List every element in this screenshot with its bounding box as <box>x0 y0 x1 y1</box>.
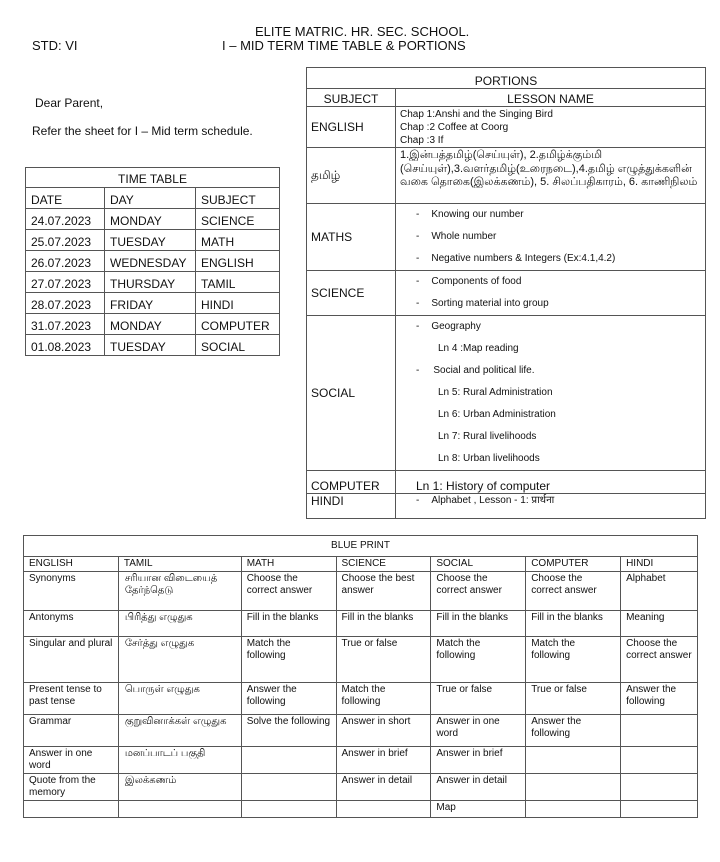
tamil-lessons: 1.இன்பத்தமிழ்(செய்யுள்), 2.தமிழ்க்கும்மி (செய்யுள்),3.வளர்தமிழ்(உரைநடை),4.தமிழ் எழுத்துக்களின் வகை தொகை(இலக்கணம்), 5. சிலப்பதிகாரம், 6. காணிநிலம் <box>396 148 706 204</box>
tt-row <box>26 314 280 335</box>
bp-cell: Singular and plural <box>24 637 119 683</box>
bp-cell: Match the following <box>431 637 526 683</box>
bp-cell <box>336 801 431 818</box>
english-lesson: Chap :2 Coffee at Coorg <box>400 122 509 133</box>
std-label: STD: VI <box>32 38 78 53</box>
bp-cell <box>526 801 621 818</box>
bp-cell: மனப்பாடப் பகுதி <box>118 747 241 774</box>
social-lesson: Social and political life. <box>433 365 535 376</box>
bp-row <box>24 683 698 715</box>
portion-subject-science: SCIENCE <box>307 271 396 316</box>
tt-subject: SOCIAL <box>196 335 280 356</box>
portion-subject-computer: COMPUTER <box>307 471 396 494</box>
bp-cell <box>241 774 336 801</box>
science-item <box>400 271 701 293</box>
bp-cell: Match the following <box>336 683 431 715</box>
social-sublesson: Ln 4 :Map reading <box>438 343 519 354</box>
tt-day: MONDAY <box>105 209 196 230</box>
bp-cell: Answer the following <box>526 715 621 747</box>
bp-col-header: HINDI <box>621 557 698 572</box>
tt-subject: HINDI <box>196 293 280 314</box>
bp-cell: பொருள் எழுதுக <box>118 683 241 715</box>
portion-subject-hindi: HINDI <box>307 494 396 519</box>
tt-date: 25.07.2023 <box>26 230 105 251</box>
bp-col-header: MATH <box>241 557 336 572</box>
bp-col-header: COMPUTER <box>526 557 621 572</box>
english-lesson: Chap 1:Anshi and the Singing Bird <box>400 109 553 120</box>
portion-subject-english: ENGLISH <box>307 107 396 148</box>
portion-subject-maths: MATHS <box>307 204 396 271</box>
social-sublesson: Ln 8: Urban livelihoods <box>438 453 540 464</box>
bullet: - <box>416 495 420 506</box>
school-name: ELITE MATRIC. HR. SEC. SCHOOL. <box>255 24 470 39</box>
tt-date: 01.08.2023 <box>26 335 105 356</box>
bp-cell: Alphabet <box>621 572 698 611</box>
blueprint-caption: BLUE PRINT <box>24 536 698 557</box>
tt-date: 26.07.2023 <box>26 251 105 272</box>
social-lesson: Geography <box>431 321 481 332</box>
bp-col-header: ENGLISH <box>24 557 119 572</box>
bp-cell: Answer in one word <box>24 747 119 774</box>
bp-cell: சரியான விடையைத் தேர்ந்தெடு <box>118 572 241 611</box>
bp-row <box>24 801 698 818</box>
tt-day: TUESDAY <box>105 230 196 251</box>
bp-col-header: TAMIL <box>118 557 241 572</box>
science-lesson: Sorting material into group <box>431 298 549 309</box>
bp-row <box>24 774 698 801</box>
tt-day: WEDNESDAY <box>105 251 196 272</box>
bp-cell <box>621 715 698 747</box>
maths-lesson: Whole number <box>431 231 497 242</box>
bullet: - <box>416 231 420 242</box>
bp-cell <box>241 801 336 818</box>
tt-subject: SCIENCE <box>196 209 280 230</box>
bp-cell: Choose the best answer <box>336 572 431 611</box>
bp-cell: பிரித்து எழுதுக <box>118 611 241 637</box>
social-item <box>400 360 701 382</box>
bp-cell: Antonyms <box>24 611 119 637</box>
bp-cell: Meaning <box>621 611 698 637</box>
bp-cell: Fill in the blanks <box>431 611 526 637</box>
maths-item <box>400 226 701 248</box>
bp-cell: Present tense to past tense <box>24 683 119 715</box>
maths-item <box>400 248 701 270</box>
social-sublesson: Ln 7: Rural livelihoods <box>438 431 537 442</box>
bp-cell: Choose the correct answer <box>526 572 621 611</box>
bullet: - <box>416 298 420 309</box>
bp-cell: Match the following <box>241 637 336 683</box>
bp-col-header: SOCIAL <box>431 557 526 572</box>
hindi-item <box>400 494 701 508</box>
bp-cell: Answer the following <box>621 683 698 715</box>
page-title: I – MID TERM TIME TABLE & PORTIONS <box>222 38 466 53</box>
bp-cell: Map <box>431 801 526 818</box>
bp-cell <box>621 747 698 774</box>
time-table <box>25 167 280 356</box>
portion-subject-tamil: தமிழ் <box>307 148 396 204</box>
portions-caption: PORTIONS <box>307 68 706 89</box>
science-lesson: Components of food <box>431 276 522 287</box>
portions-col-subject: SUBJECT <box>307 89 396 107</box>
bp-cell <box>526 747 621 774</box>
bp-cell: Answer in brief <box>431 747 526 774</box>
blueprint-table <box>23 535 698 818</box>
bp-cell: குறுவினாக்கள் எழுதுக <box>118 715 241 747</box>
bp-cell: True or false <box>431 683 526 715</box>
bp-cell: Fill in the blanks <box>241 611 336 637</box>
portion-subject-social: SOCIAL <box>307 316 396 471</box>
maths-lesson: Negative numbers & Integers (Ex:4.1,4.2) <box>431 253 616 264</box>
bp-col-header: SCIENCE <box>336 557 431 572</box>
bp-cell: Answer in brief <box>336 747 431 774</box>
tt-day: TUESDAY <box>105 335 196 356</box>
bp-cell <box>118 801 241 818</box>
tt-row <box>26 335 280 356</box>
bp-row <box>24 611 698 637</box>
bp-row <box>24 747 698 774</box>
bp-cell <box>621 801 698 818</box>
bp-cell: Choose the correct answer <box>241 572 336 611</box>
bp-cell: Answer the following <box>241 683 336 715</box>
tt-row <box>26 272 280 293</box>
social-sublesson: Ln 5: Rural Administration <box>438 387 553 398</box>
tt-subject: TAMIL <box>196 272 280 293</box>
portions-table <box>306 67 706 519</box>
tt-date: 28.07.2023 <box>26 293 105 314</box>
bp-cell <box>241 747 336 774</box>
bp-cell: Answer in one word <box>431 715 526 747</box>
portions-col-lesson: LESSON NAME <box>396 89 706 107</box>
bp-cell: True or false <box>526 683 621 715</box>
bp-cell <box>24 801 119 818</box>
bp-cell <box>526 774 621 801</box>
bp-cell: Answer in detail <box>336 774 431 801</box>
letter-greeting: Dear Parent, <box>35 96 104 110</box>
bp-cell: Choose the correct answer <box>431 572 526 611</box>
tt-subject: MATH <box>196 230 280 251</box>
tt-day: THURSDAY <box>105 272 196 293</box>
letter-body: Refer the sheet for I – Mid term schedule. <box>32 124 253 138</box>
bp-cell: Choose the correct answer <box>621 637 698 683</box>
bp-cell: Answer in detail <box>431 774 526 801</box>
computer-lesson: Ln 1: History of computer <box>396 471 706 494</box>
tt-col-day: DAY <box>105 188 196 209</box>
bp-row <box>24 572 698 611</box>
bp-cell: Solve the following <box>241 715 336 747</box>
bp-cell: Synonyms <box>24 572 119 611</box>
bullet: - <box>416 209 420 220</box>
bp-cell <box>621 774 698 801</box>
bullet: - <box>416 276 420 287</box>
maths-item <box>400 204 701 226</box>
bp-cell: சேர்த்து எழுதுக <box>118 637 241 683</box>
science-item <box>400 293 701 315</box>
bullet: - <box>416 365 420 376</box>
bp-cell: Match the following <box>526 637 621 683</box>
tt-subject: ENGLISH <box>196 251 280 272</box>
bp-cell: Quote from the memory <box>24 774 119 801</box>
tt-day: MONDAY <box>105 314 196 335</box>
tt-col-date: DATE <box>26 188 105 209</box>
bullet: - <box>416 253 420 264</box>
bp-cell: Fill in the blanks <box>336 611 431 637</box>
tt-date: 31.07.2023 <box>26 314 105 335</box>
social-item <box>400 316 701 338</box>
bp-cell: Answer in short <box>336 715 431 747</box>
hindi-lesson: Alphabet , Lesson - 1: प्रार्थना <box>431 495 555 506</box>
bp-row <box>24 715 698 747</box>
tt-col-subject: SUBJECT <box>196 188 280 209</box>
tt-row <box>26 209 280 230</box>
tt-date: 27.07.2023 <box>26 272 105 293</box>
tt-date: 24.07.2023 <box>26 209 105 230</box>
bp-cell: Fill in the blanks <box>526 611 621 637</box>
bp-cell: Grammar <box>24 715 119 747</box>
bp-row <box>24 637 698 683</box>
tt-subject: COMPUTER <box>196 314 280 335</box>
tt-row <box>26 230 280 251</box>
bullet: - <box>416 321 420 332</box>
tt-row <box>26 293 280 314</box>
english-lesson: Chap :3 If <box>400 135 444 146</box>
bp-cell: இலக்கணம் <box>118 774 241 801</box>
tt-day: FRIDAY <box>105 293 196 314</box>
tt-row <box>26 251 280 272</box>
social-sublesson: Ln 6: Urban Administration <box>438 409 556 420</box>
bp-cell: True or false <box>336 637 431 683</box>
maths-lesson: Knowing our number <box>431 209 524 220</box>
time-table-caption: TIME TABLE <box>26 168 280 188</box>
